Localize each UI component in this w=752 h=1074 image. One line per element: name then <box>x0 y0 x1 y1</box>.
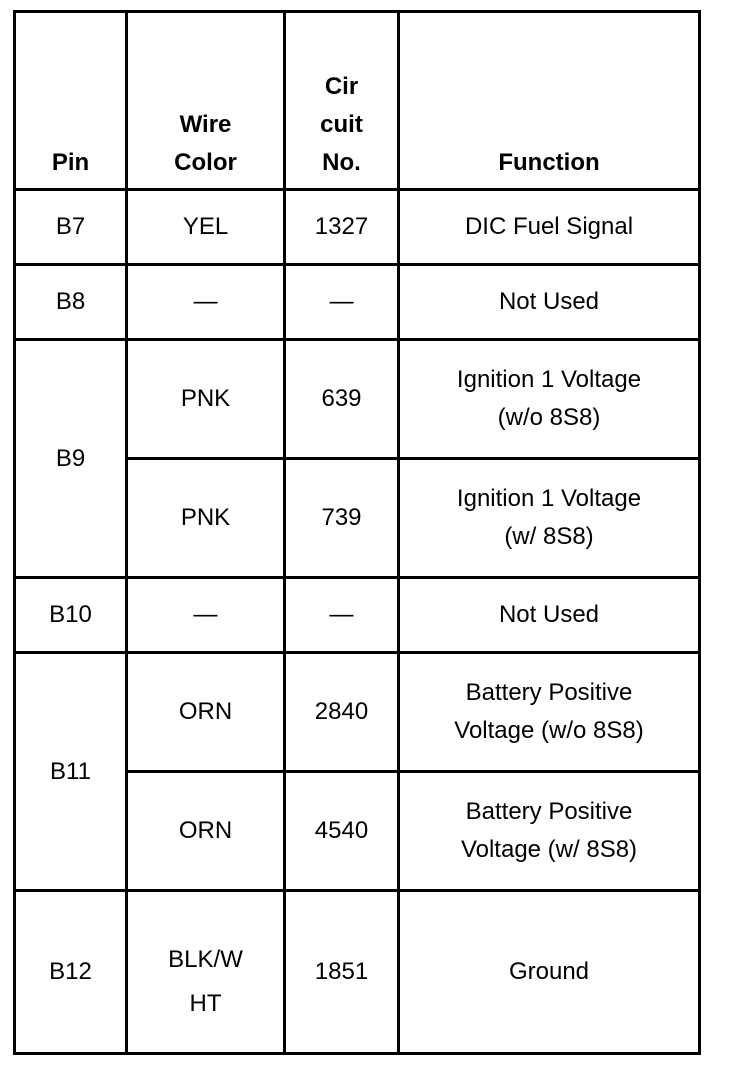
header-pin <box>15 12 127 190</box>
table-row <box>15 578 700 653</box>
function-cell <box>399 772 700 891</box>
wire-color-line2: HT <box>189 990 222 1017</box>
circuit-cell <box>285 190 399 265</box>
circuit-value: — <box>329 601 354 628</box>
function-line2: Voltage (w/ 8S8) <box>460 836 638 863</box>
table-row <box>15 891 700 1054</box>
wire-color-value: — <box>193 288 218 315</box>
header-wire-color-line1: Wire <box>179 111 232 138</box>
wire-color-cell <box>127 190 285 265</box>
function-value: Not Used <box>498 601 600 628</box>
wire-color-cell <box>127 459 285 578</box>
wire-color-value: PNK <box>180 385 231 412</box>
pin-cell <box>15 891 127 1054</box>
pin-value: B7 <box>55 213 86 240</box>
wire-color-cell <box>127 653 285 772</box>
function-value: DIC Fuel Signal <box>464 213 634 240</box>
header-circuit-line2: cuit <box>320 111 363 138</box>
header-circuit-no <box>285 12 399 190</box>
circuit-value: 2840 <box>314 698 369 725</box>
pin-cell <box>15 578 127 653</box>
function-line2: (w/ 8S8) <box>504 523 594 550</box>
function-value: Ground <box>508 958 590 985</box>
wire-color-line1: BLK/W <box>168 946 243 973</box>
table-row <box>15 340 700 459</box>
wire-color-value: — <box>193 601 218 628</box>
circuit-cell <box>285 265 399 340</box>
circuit-cell <box>285 772 399 891</box>
function-line1: Battery Positive <box>465 679 633 706</box>
pin-value: B10 <box>49 601 92 628</box>
function-cell <box>399 340 700 459</box>
pin-cell <box>15 265 127 340</box>
function-line1: Ignition 1 Voltage <box>456 366 642 393</box>
pinout-table <box>13 10 701 1055</box>
function-cell <box>399 190 700 265</box>
function-line2: Voltage (w/o 8S8) <box>454 717 644 744</box>
function-line2: (w/o 8S8) <box>497 404 601 431</box>
pin-cell <box>15 340 127 578</box>
circuit-value: 1851 <box>314 958 369 985</box>
pin-value: B11 <box>50 757 91 785</box>
circuit-cell <box>285 459 399 578</box>
function-cell <box>399 459 700 578</box>
pin-value: B8 <box>55 288 86 315</box>
wire-color-value: PNK <box>180 504 231 531</box>
circuit-cell <box>285 891 399 1054</box>
wire-color-value: YEL <box>182 213 229 240</box>
header-pin-label: Pin <box>51 149 90 176</box>
header-circuit-line1: Cir <box>324 73 359 100</box>
function-cell <box>399 578 700 653</box>
header-circuit-line3: No. <box>322 149 361 176</box>
header-function-label: Function <box>498 149 600 176</box>
wire-color-cell <box>127 772 285 891</box>
function-value: Not Used <box>498 288 600 315</box>
header-wire-color-line2: Color <box>174 149 237 176</box>
wire-color-value: ORN <box>178 698 233 725</box>
header-row <box>15 12 700 190</box>
pin-value: B12 <box>49 958 92 985</box>
table-row <box>15 653 700 772</box>
function-line1: Ignition 1 Voltage <box>456 485 642 512</box>
wire-color-cell <box>127 578 285 653</box>
wire-color-cell <box>127 265 285 340</box>
circuit-value: 1327 <box>314 213 369 240</box>
circuit-value: 739 <box>321 504 362 531</box>
circuit-value: 4540 <box>314 817 369 844</box>
pin-value: B9 <box>55 444 86 472</box>
circuit-cell <box>285 578 399 653</box>
table-row <box>15 190 700 265</box>
wire-color-value: ORN <box>178 817 233 844</box>
circuit-cell <box>285 653 399 772</box>
header-function <box>399 12 700 190</box>
wire-color-cell <box>127 891 285 1054</box>
header-wire-color <box>127 12 285 190</box>
function-cell <box>399 891 700 1054</box>
function-line1: Battery Positive <box>465 798 633 825</box>
circuit-cell <box>285 340 399 459</box>
circuit-value: — <box>329 288 354 315</box>
table-row <box>15 265 700 340</box>
pin-cell <box>15 653 127 891</box>
wire-color-cell <box>127 340 285 459</box>
function-cell <box>399 653 700 772</box>
function-cell <box>399 265 700 340</box>
circuit-value: 639 <box>321 385 362 412</box>
pin-cell <box>15 190 127 265</box>
